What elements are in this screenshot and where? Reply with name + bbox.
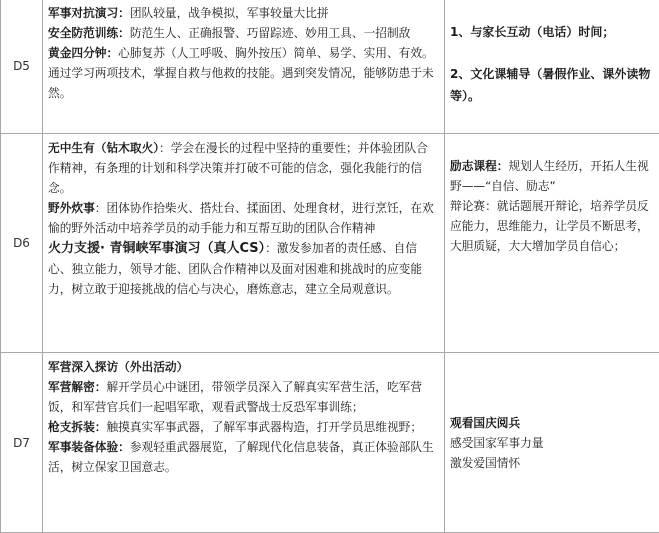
- activity-item: 军营解密：解开学员心中谜团，带领学员深入了解真实军营生活，吃军营饭，和军营官兵们一起唱军歌，观看武警战士反恐军事训练；: [48, 377, 438, 417]
- activity-item: 军事装备体验：参观轻重武器展览，了解现代化信息装备，真正体验部队生活，树立保家卫国意志。: [48, 437, 438, 477]
- evening-item: 1、与家长互动（电话）时间；: [450, 21, 654, 43]
- table-row: [1, 353, 659, 533]
- evening-item: 激发爱国情怀: [450, 453, 654, 473]
- activity-item: 黄金四分钟：心肺复苏（人工呼吸、胸外按压）简单、易学、实用、有效。通过学习两项技术，掌握自救与他救的技能。遇到突发情况，能够防患于未然。: [48, 43, 438, 103]
- activity-item: 无中生有（钻木取火）：学会在漫长的过程中坚持的重要性；并体验团队合作精神，有条理的计划和科学决策并打破不可能的信念，强化我能行的信念。: [48, 138, 438, 198]
- evening-item: 辩论赛：就话题展开辩论，培养学员反应能力，思维能力，让学员不断思考，大胆质疑，大大增加学员自信心；: [450, 196, 654, 256]
- day-cell: D6: [1, 134, 43, 353]
- activity-cell: [43, 353, 445, 533]
- activity-cell: [43, 0, 445, 134]
- table-row: [1, 134, 659, 353]
- evening-item: 观看国庆阅兵: [450, 413, 654, 433]
- activity-item: 野外炊事：团体协作拾柴火、搭灶台、揉面团、处理食材，进行烹饪，在欢愉的野外活动中培养学员的动手能力和互帮互助的团队合作精神: [48, 198, 438, 238]
- evening-item: 2、文化课辅导（暑假作业、课外读物等）。: [450, 63, 654, 107]
- activity-item: 火力支援· 青铜峡军事演习（真人CS）：激发参加者的责任感、自信心、独立能力，领导才能、团队合作精神以及面对困难和挑战时的应变能力，树立敢于迎接挑战的信心与决心，磨炼意志，建立全局观意识。: [48, 238, 438, 299]
- activity-heading: 军营深入探访（外出活动）: [48, 357, 438, 377]
- activity-item: 安全防范训练：防范生人、正确报警、巧留踪迹、妙用工具、一招制敌: [48, 23, 438, 43]
- evening-item: 感受国家军事力量: [450, 433, 654, 453]
- evening-cell: [445, 353, 659, 533]
- day-cell: D5: [1, 0, 43, 134]
- activity-item: 军事对抗演习：团队较量，战争模拟，军事较量大比拼: [48, 3, 438, 23]
- table-row: [1, 0, 659, 134]
- evening-cell: [445, 0, 659, 134]
- evening-item: 励志课程：规划人生经历，开拓人生视野——“自信、励志”: [450, 156, 654, 196]
- activity-cell: [43, 134, 445, 353]
- activity-item: 枪支拆装：触摸真实军事武器，了解军事武器构造，打开学员思维视野；: [48, 417, 438, 437]
- day-cell: D7: [1, 353, 43, 533]
- evening-cell: [445, 134, 659, 353]
